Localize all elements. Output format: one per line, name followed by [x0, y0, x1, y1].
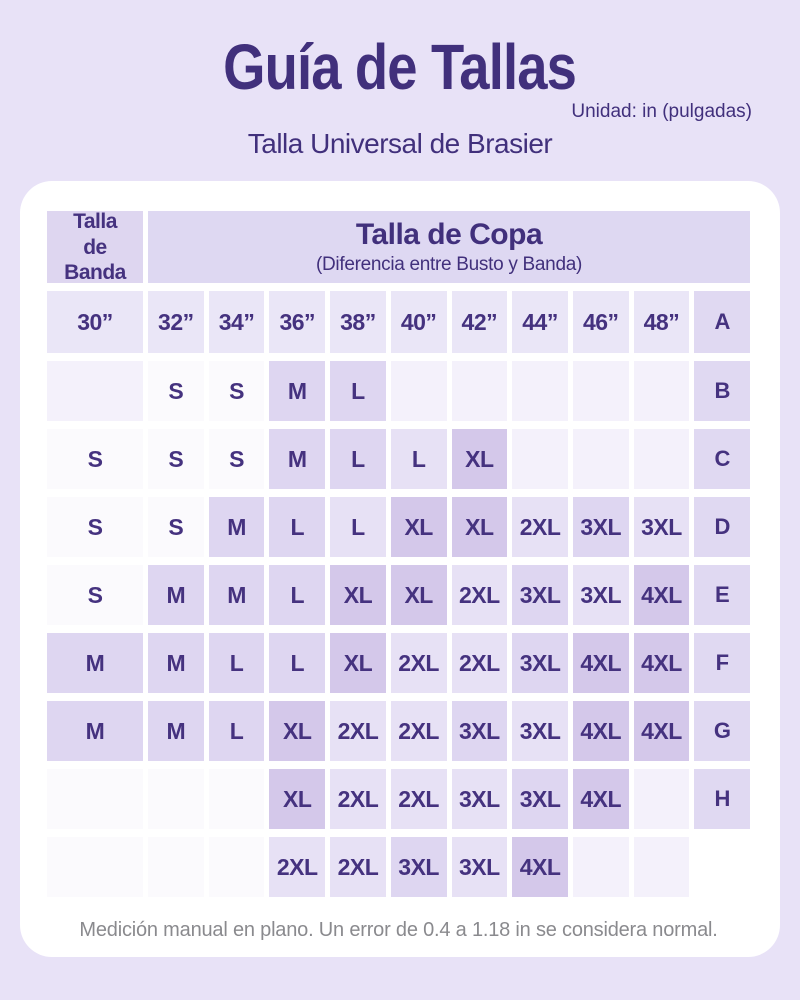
footer-note: Medición manual en plano. Un error de 0.4 a 1.18 in se considera normal.	[79, 919, 718, 942]
size-cell: M	[209, 565, 265, 625]
size-cell: 4XL	[512, 837, 568, 897]
size-cell: S	[148, 497, 204, 557]
size-cell: 3XL	[452, 701, 508, 761]
size-cell	[573, 837, 629, 897]
size-cell: M	[148, 565, 204, 625]
size-cell: L	[330, 429, 386, 489]
size-cell: L	[269, 565, 325, 625]
size-cell: XL	[330, 633, 386, 693]
size-cell: L	[330, 497, 386, 557]
column-header-cell: 46”	[573, 291, 629, 353]
size-cell: 2XL	[330, 769, 386, 829]
size-cell: M	[148, 701, 204, 761]
size-cell: XL	[330, 565, 386, 625]
size-cell: 2XL	[391, 701, 447, 761]
size-cell: 2XL	[269, 837, 325, 897]
size-cell: 4XL	[634, 633, 690, 693]
size-cell: 4XL	[634, 565, 690, 625]
column-header-cell: 30”	[47, 291, 143, 353]
size-cell: 3XL	[512, 769, 568, 829]
size-cell: 3XL	[573, 497, 629, 557]
row-label-cell: E	[694, 565, 750, 625]
size-cell	[209, 769, 265, 829]
page-header	[0, 0, 800, 160]
size-cell	[512, 361, 568, 421]
size-cell: 3XL	[452, 769, 508, 829]
size-cell	[148, 837, 204, 897]
size-cell: 3XL	[391, 837, 447, 897]
band-size-header: Talla de Banda	[47, 211, 143, 283]
page-title: Guía de Tallas	[223, 31, 577, 103]
size-cell	[47, 769, 143, 829]
cup-size-subtitle: (Diferencia entre Busto y Banda)	[315, 254, 583, 276]
size-cell: S	[47, 565, 143, 625]
size-cell: 4XL	[573, 701, 629, 761]
size-cell: M	[209, 497, 265, 557]
size-cell: S	[47, 429, 143, 489]
row-label-cell: C	[694, 429, 750, 489]
size-cell: M	[269, 361, 325, 421]
size-cell: 2XL	[330, 837, 386, 897]
size-cell	[148, 769, 204, 829]
size-cell	[634, 361, 690, 421]
size-cell: S	[47, 497, 143, 557]
size-cell	[47, 361, 143, 421]
size-cell: XL	[269, 769, 325, 829]
size-cell: M	[148, 633, 204, 693]
size-cell	[573, 361, 629, 421]
unit-note: Unidad: in (pulgadas)	[571, 101, 752, 123]
size-cell: M	[47, 701, 143, 761]
column-header-cell: 48”	[634, 291, 690, 353]
column-header-cell: 38”	[330, 291, 386, 353]
size-cell	[47, 837, 143, 897]
cup-size-title: Talla de Copa	[355, 218, 543, 252]
size-cell	[634, 769, 690, 829]
size-cell: L	[269, 633, 325, 693]
size-cell: L	[330, 361, 386, 421]
column-header-cell: 40”	[391, 291, 447, 353]
size-cell	[634, 429, 690, 489]
column-header-cell: 42”	[452, 291, 508, 353]
size-cell: L	[269, 497, 325, 557]
size-cell: 2XL	[452, 633, 508, 693]
size-cell: 2XL	[330, 701, 386, 761]
size-cell: 3XL	[512, 633, 568, 693]
row-label-cell: D	[694, 497, 750, 557]
size-cell: XL	[269, 701, 325, 761]
row-label-cell: B	[694, 361, 750, 421]
size-cell: M	[47, 633, 143, 693]
size-cell: S	[209, 429, 265, 489]
size-cell: 2XL	[391, 769, 447, 829]
size-cell: 4XL	[573, 633, 629, 693]
column-header-cell: 44”	[512, 291, 568, 353]
size-cell	[452, 361, 508, 421]
size-guide-card	[20, 181, 780, 957]
size-cell: 2XL	[452, 565, 508, 625]
size-cell	[634, 837, 690, 897]
size-cell: XL	[452, 497, 508, 557]
size-cell: 3XL	[512, 701, 568, 761]
column-header-cell: 32”	[148, 291, 204, 353]
size-cell: L	[209, 633, 265, 693]
size-cell	[209, 837, 265, 897]
size-cell: 3XL	[573, 565, 629, 625]
column-header-cell: 34”	[209, 291, 265, 353]
size-cell	[512, 429, 568, 489]
size-cell: 3XL	[452, 837, 508, 897]
size-cell: S	[148, 361, 204, 421]
size-cell: M	[269, 429, 325, 489]
size-cell	[391, 361, 447, 421]
row-label-cell: A	[694, 291, 750, 353]
size-cell: L	[209, 701, 265, 761]
size-cell: L	[391, 429, 447, 489]
column-header-cell: 36”	[269, 291, 325, 353]
row-label-cell: F	[694, 633, 750, 693]
row-label-cell: G	[694, 701, 750, 761]
row-label-cell: H	[694, 769, 750, 829]
size-cell: S	[209, 361, 265, 421]
size-cell: 4XL	[573, 769, 629, 829]
size-cell: 3XL	[634, 497, 690, 557]
size-cell: 4XL	[634, 701, 690, 761]
size-cell	[573, 429, 629, 489]
size-cell: XL	[391, 565, 447, 625]
size-cell: 2XL	[512, 497, 568, 557]
cup-size-banner	[148, 211, 750, 283]
size-cell: 2XL	[391, 633, 447, 693]
size-cell: XL	[391, 497, 447, 557]
size-cell: XL	[452, 429, 508, 489]
page-subtitle: Talla Universal de Brasier	[247, 128, 553, 160]
size-table	[47, 211, 750, 897]
size-cell: 3XL	[512, 565, 568, 625]
size-cell: S	[148, 429, 204, 489]
